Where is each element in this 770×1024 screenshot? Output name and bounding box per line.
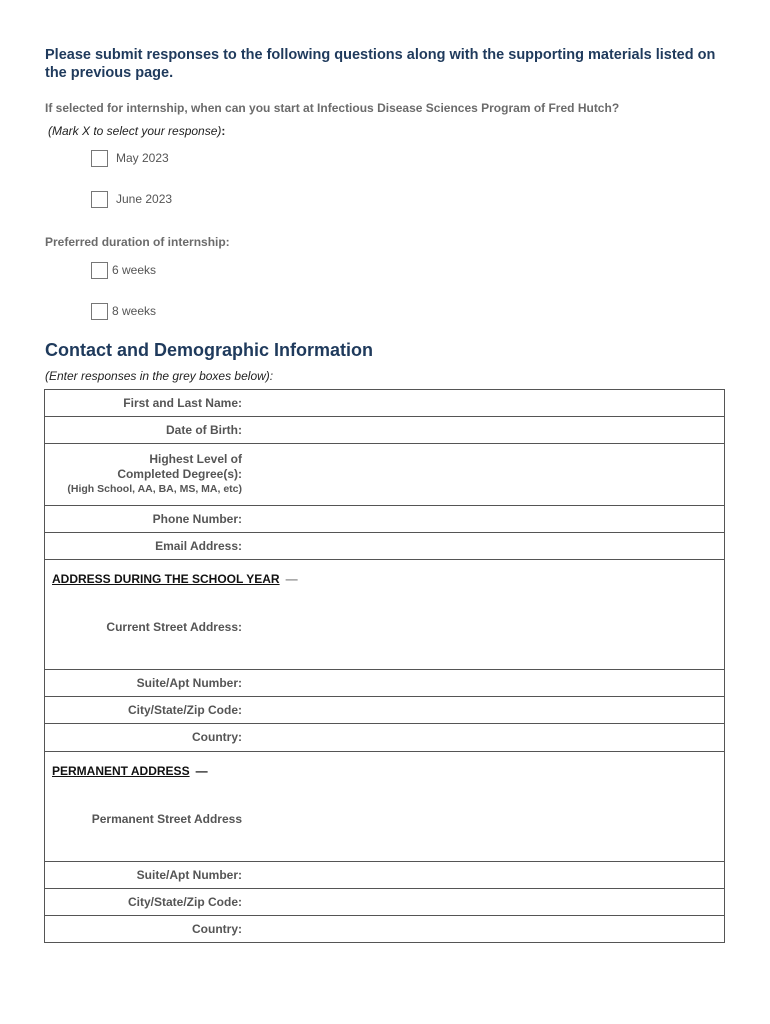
- duration-question: Preferred duration of internship:: [45, 235, 230, 249]
- school-address-heading: ADDRESS DURING THE SCHOOL YEAR —: [52, 572, 298, 586]
- intro-text: Please submit responses to the following questions along with the supporting materials listed on the previous page.: [45, 47, 716, 81]
- section-title: Contact and Demographic Information: [45, 340, 374, 360]
- school-street-row[interactable]: [45, 560, 725, 670]
- option-may-2023[interactable]: [91, 149, 169, 167]
- may-2023-checkbox[interactable]: [91, 150, 108, 167]
- permanent-street-label: Permanent Street Address: [91, 812, 242, 826]
- option-8-weeks[interactable]: [91, 302, 156, 320]
- email-row[interactable]: [45, 533, 725, 560]
- mark-x-hint: (Mark X to select your response):: [48, 124, 226, 138]
- permanent-street-row[interactable]: [45, 752, 725, 862]
- dob-label: Date of Birth:: [166, 422, 242, 437]
- phone-label: Phone Number:: [152, 511, 242, 526]
- school-country-row[interactable]: [45, 724, 725, 752]
- email-label: Email Address:: [155, 538, 242, 553]
- 8-weeks-checkbox[interactable]: [91, 303, 108, 320]
- name-row[interactable]: [45, 390, 725, 417]
- phone-row[interactable]: [45, 506, 725, 533]
- start-date-question: If selected for internship, when can you start at Infectious Disease Sciences Program of Fred Hutch?: [45, 101, 620, 115]
- dob-row[interactable]: [45, 417, 725, 444]
- school-suite-row[interactable]: [45, 670, 725, 697]
- degree-label: Highest Level of Completed Degree(s): (High School, AA, BA, MS, MA, etc): [67, 452, 242, 495]
- option-6-weeks[interactable]: [91, 261, 156, 279]
- permanent-country-label: Country:: [192, 921, 242, 936]
- degree-row[interactable]: [45, 444, 725, 506]
- section-hint: (Enter responses in the grey boxes below):: [45, 369, 274, 383]
- may-2023-label: May 2023: [116, 151, 169, 165]
- june-2023-checkbox[interactable]: [91, 191, 108, 208]
- school-city-row[interactable]: [45, 697, 725, 724]
- school-country-label: Country:: [192, 730, 242, 744]
- permanent-city-row[interactable]: [45, 889, 725, 916]
- june-2023-label: June 2023: [116, 192, 173, 206]
- permanent-country-row[interactable]: [45, 916, 725, 943]
- school-suite-label: Suite/Apt Number:: [136, 675, 242, 690]
- contact-form-table: [44, 389, 725, 943]
- 6-weeks-label: 6 weeks: [112, 263, 157, 277]
- permanent-city-label: City/State/Zip Code:: [127, 894, 242, 909]
- school-city-label: City/State/Zip Code:: [127, 702, 242, 717]
- 6-weeks-checkbox[interactable]: [91, 262, 108, 279]
- 8-weeks-label: 8 weeks: [112, 304, 157, 318]
- name-label: First and Last Name:: [123, 395, 242, 410]
- permanent-address-heading: PERMANENT ADDRESS —: [52, 764, 208, 778]
- option-june-2023[interactable]: [91, 190, 172, 208]
- permanent-suite-label: Suite/Apt Number:: [136, 867, 242, 882]
- current-street-label: Current Street Address:: [106, 620, 242, 634]
- permanent-suite-row[interactable]: [45, 862, 725, 889]
